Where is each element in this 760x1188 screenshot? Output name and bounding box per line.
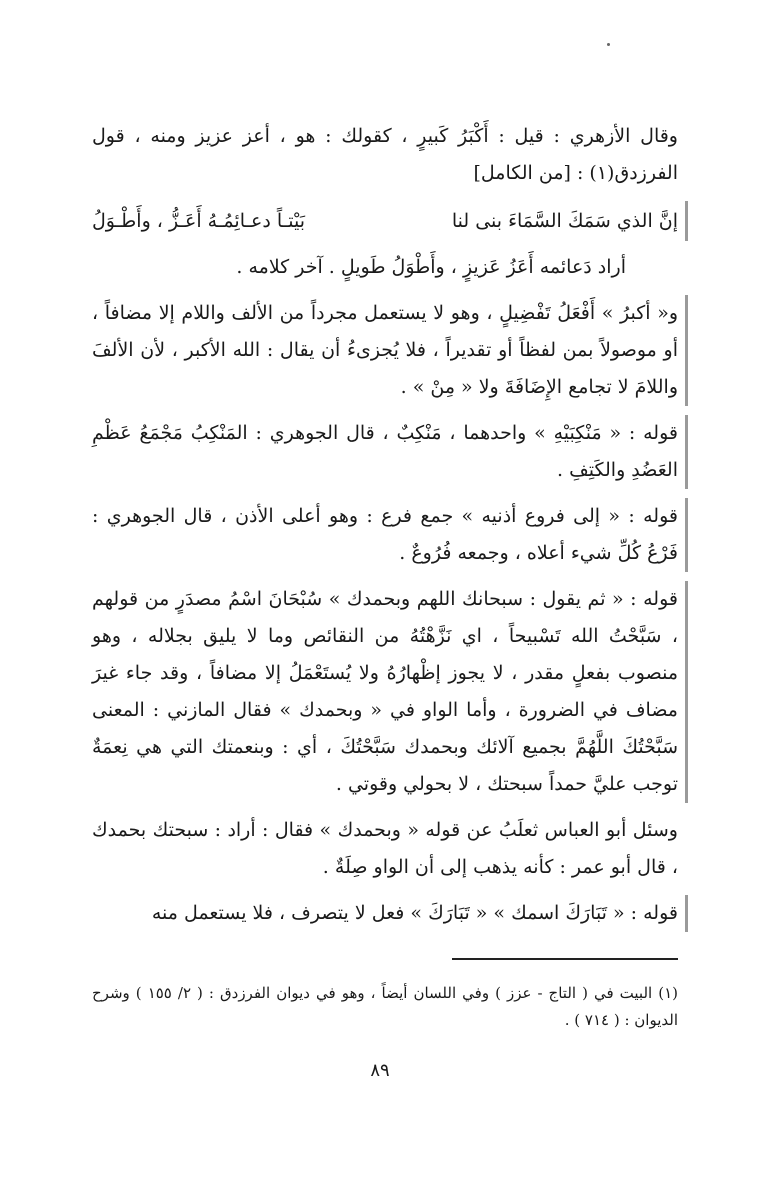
footnote-separator [452, 958, 678, 960]
verse-first-hemistich: إنَّ الذي سَمَكَ السَّمَاءَ بنى لنا [451, 210, 678, 232]
paragraph-furu-udhunayh: قوله : « إلى فروع أذنيه » جمع فرع : وهو أعلى الأذن ، قال الجوهري : فَرْعُ كُلِّ شيء أعلاه ، وجمعه فُرُوعٌ . [92, 498, 678, 572]
poetry-verse [92, 201, 678, 241]
paragraph-verse-explanation: أراد دَعائمه أَعَزُ عَزيزٍ ، وأَطْوَلُ طَويلٍ . آخر كلامه . [236, 256, 626, 278]
footnote: (١) البيت في ( التاج - عزز ) وفي اللسان أيضاً ، وهو في ديوان الفرزدق : ( ٢/ ١٥٥ ) وشرح الديوان : ( ٧١٤ ) . [92, 984, 678, 1029]
paragraph-azhari: وقال الأزهري : قيل : أَكْبَرُ كَبيرٍ ، كقولك : هو ، أعز عزيز ومنه ، قول الفرزدق(١) : [من الكامل] [92, 125, 678, 184]
paragraph-akbar: و« أكبرُ » أَفْعَلُ تَفْضِيلٍ ، وهو لا يستعمل مجرداً من الألف واللام إلا مضافاً ، أو موصولاً بمن لفظاً أو تقديراً ، فلا يُجزىءُ أن يقال : الله الأكبر ، لأن الألفَ واللامَ لا تجامع الإِضَافَةَ ولا « مِنْ » . [92, 295, 678, 406]
verse-second-hemistich: بَيْتـاً دعـائِمُـهُ أَعَـزُّ ، وأَطْـوَلُ [92, 210, 306, 232]
page-body [92, 118, 678, 1049]
paragraph-tabarak: قوله : « تَبَارَكَ اسمك » « تَبَارَكَ » فعل لا يتصرف ، فلا يستعمل منه [92, 895, 678, 932]
paragraph-thalab: وسئل أبو العباس ثعلَبُ عن قوله « وبحمدك » فقال : أراد : سبحتك بحمدك ، قال أبو عمر : كأنه يذهب إلى أن الواو صِلَةٌ . [92, 819, 678, 878]
paragraph-subhanak: قوله : « ثم يقول : سبحانك اللهم وبحمدك » سُبْحَانَ اسْمُ مصدَرٍ من قولهم ، سَبَّحْتُ الله تَسْبيحاً ، اي نَزَّهْتُهُ من النقائص وما لا يليق بجلاله ، وهو منصوب بفعلٍ مقدر ، لا يجوز إظْهارُهُ ولا يُستَعْمَلُ إلا مضافاً ، وقد جاء غيرَ مضاف في الضرورة ، وأما الواو في « وبحمدك » فقال المازني : المعنى سَبَّحْتُكَ اللَّهُمَّ بجميع آلائك وبحمدك سَبَّحْتُكَ ، أي : وبنعمتك التي هي نِعمَةٌ توجب عليَّ حمداً سبحتك ، لا بحولي وقوتي . [92, 581, 678, 803]
scan-speck [607, 43, 610, 46]
page-number: ٨٩ [370, 1060, 390, 1081]
paragraph-mankibayh: قوله : « مَنْكِبَيْهِ » واحدهما ، مَنْكِبٌ ، قال الجوهري : المَنْكِبُ مَجْمَعُ عَظْمِ العَضُدِ والكَتِفِ . [92, 415, 678, 489]
